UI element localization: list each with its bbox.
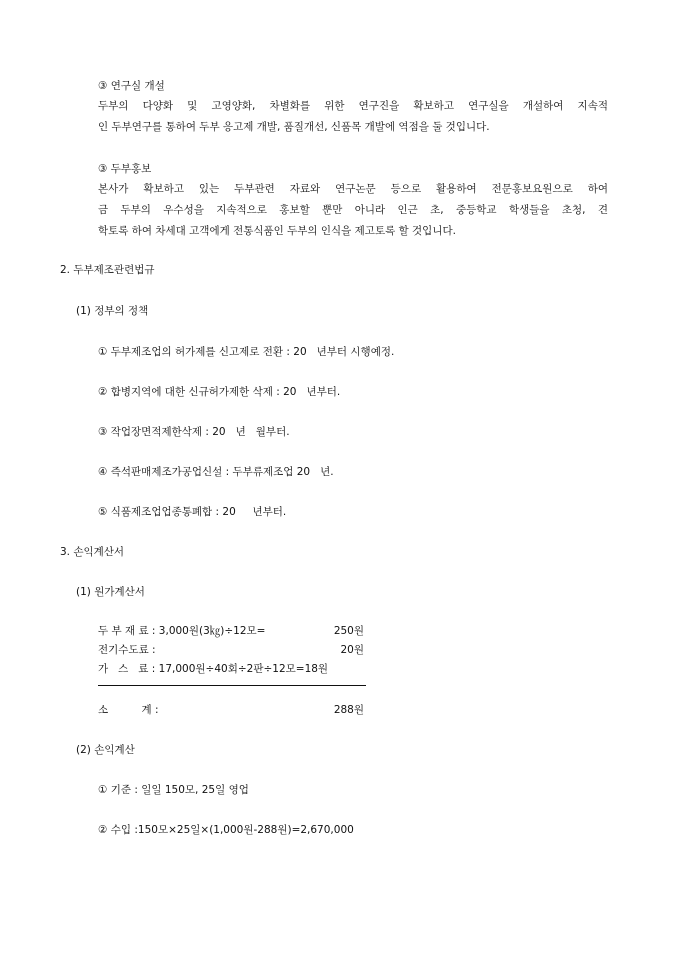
- pr-title: ③ 두부홍보: [98, 163, 152, 175]
- cost-row-utilities-amount: 20원: [340, 644, 364, 656]
- cost-row-gas-label: 가 스 료 : 17,000원÷40회÷2판÷12모=18원: [98, 663, 329, 675]
- cost-row-total-amount: 288원: [333, 704, 364, 716]
- pr-body-line-3: 학토록 하여 차세대 고객에게 전통식품인 두부의 인식을 제고토록 할 것입니다.: [98, 225, 456, 237]
- lab-body-line-1: 두부의 다양화 및 고영양화, 차별화를 위한 연구진을 확보하고 연구실을 개설하여 지속적: [98, 100, 608, 112]
- cost-row-ingredients-label: 두 부 재 료 : 3,000원(3㎏)÷12모=: [98, 625, 266, 637]
- section-2-subheading: (1) 정부의 정책: [76, 305, 149, 317]
- cost-row-utilities: [98, 643, 368, 657]
- profit-loss-subheading: (2) 손익계산: [76, 744, 135, 756]
- section-3-heading: 3. 손익계산서: [60, 546, 125, 558]
- policy-item-4: ④ 즉석판매제조가공업신설 : 두부류제조업 20 년.: [98, 466, 334, 478]
- cost-row-total-label: 소 계 :: [98, 704, 159, 716]
- pr-body-line-2: 금 두부의 우수성을 지속적으로 홍보할 뿐만 아니라 인근 초, 중등학교 학생들을 초청, 견: [98, 204, 608, 216]
- cost-statement-subheading: (1) 원가계산서: [76, 586, 145, 598]
- policy-item-1: ① 두부제조업의 허가제를 신고제로 전환 : 20 년부터 시행예정.: [98, 346, 395, 358]
- cost-total-rule: [98, 685, 366, 686]
- policy-item-5: ⑤ 식품제조업업종통폐합 : 20 년부터.: [98, 506, 287, 518]
- cost-ledger: [98, 624, 368, 714]
- cost-row-gas: [98, 662, 368, 676]
- cost-row-utilities-label: 전기수도료 :: [98, 644, 156, 656]
- cost-row-total: [98, 703, 368, 717]
- profit-loss-basis: ① 기준 : 일일 150모, 25일 영업: [98, 784, 249, 796]
- profit-loss-income: ② 수입 :150모×25일×(1,000원-288원)=2,670,000: [98, 824, 354, 836]
- cost-row-ingredients: [98, 624, 368, 638]
- lab-title: ③ 연구실 개설: [98, 80, 165, 92]
- policy-item-3: ③ 작업장면적제한삭제 : 20 년 월부터.: [98, 426, 290, 438]
- lab-body-line-2: 인 두부연구를 통하여 두부 응고제 개발, 품질개선, 신품목 개발에 역점을 둘 것입니다.: [98, 121, 490, 133]
- pr-body-line-1: 본사가 확보하고 있는 두부관련 자료와 연구논문 등으로 활용하여 전문홍보요원으로 하여: [98, 183, 608, 195]
- policy-item-2: ② 합병지역에 대한 신규허가제한 삭제 : 20 년부터.: [98, 386, 341, 398]
- section-2-heading: 2. 두부제조관련법규: [60, 264, 155, 276]
- cost-row-ingredients-amount: 250원: [333, 625, 364, 637]
